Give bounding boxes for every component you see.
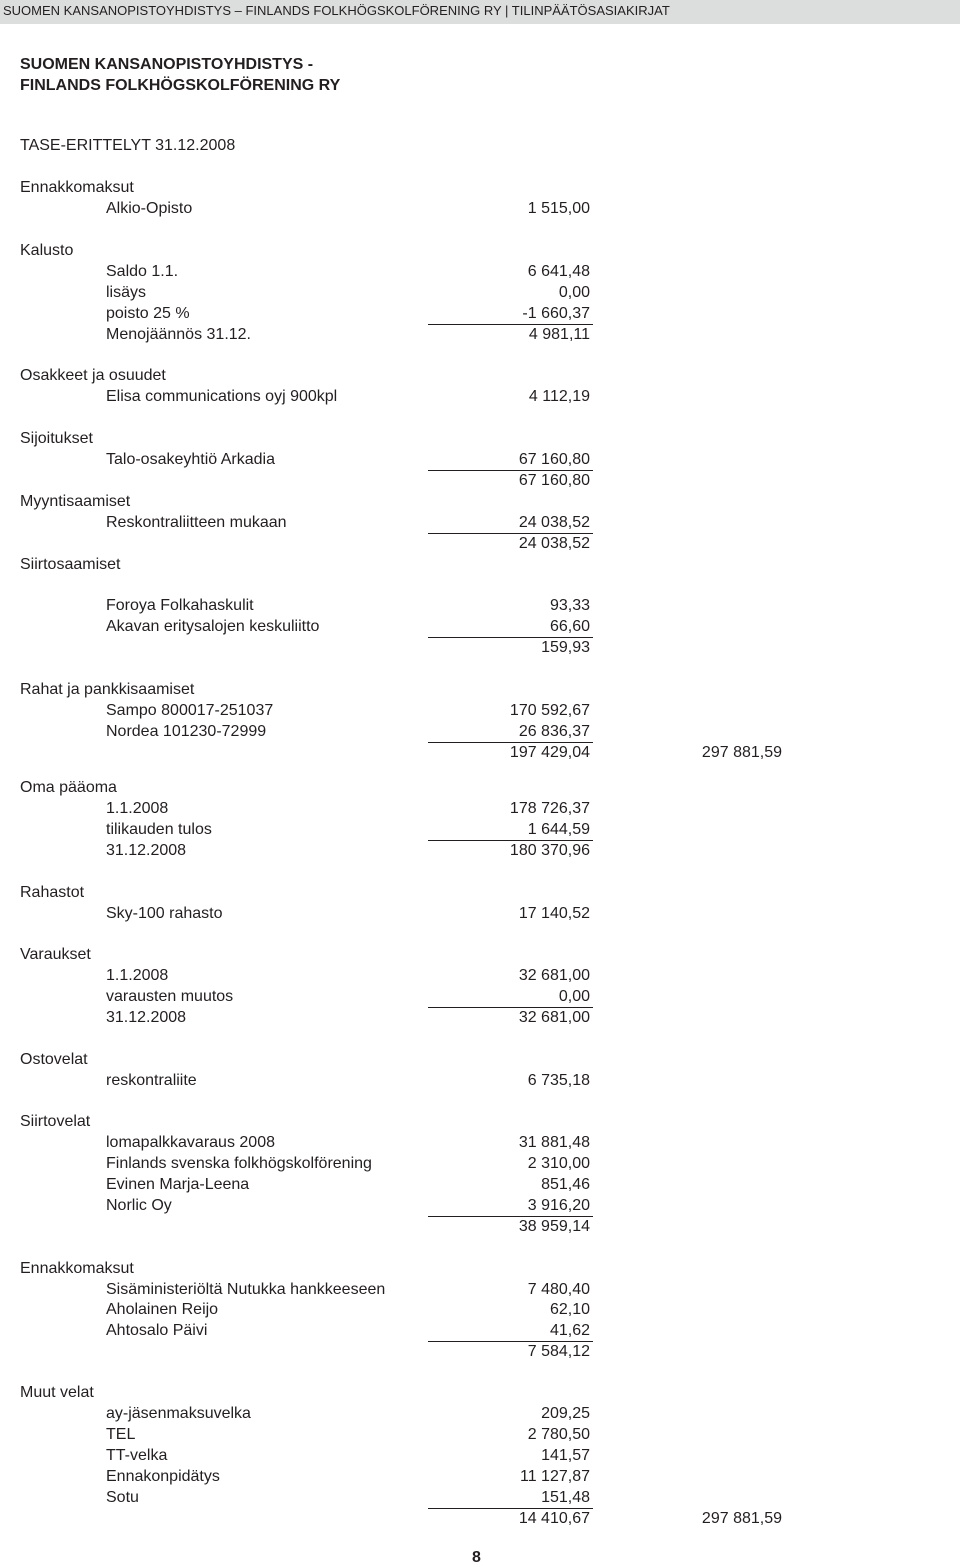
ledger-row-amount: 170 592,67	[509, 702, 590, 719]
ledger-row-label: lisäys	[106, 284, 147, 301]
ledger-row-label: Saldo 1.1.	[106, 263, 179, 280]
ledger-row-label: Elisa communications oyj 900kpl	[106, 388, 338, 405]
ledger-row-label: Akavan eritysalojen keskuliitto	[106, 618, 320, 635]
section-title: Ennakkomaksut	[20, 179, 134, 196]
section-title: Ennakkomaksut	[20, 1260, 134, 1277]
subtotal-amount: 67 160,80	[518, 472, 590, 489]
subtotal-amount: 159,93	[541, 639, 590, 656]
ledger-row	[0, 904, 960, 924]
ledger-row-label: Evinen Marja-Leena	[106, 1176, 250, 1193]
ledger-row	[0, 513, 960, 533]
ledger-row	[0, 1154, 960, 1174]
ledger-row-label: Alkio-Opisto	[106, 200, 193, 217]
ledger-row-label: Aholainen Reijo	[106, 1301, 219, 1318]
section-title: Sijoitukset	[20, 430, 93, 447]
ledger-row	[0, 638, 960, 658]
ledger-row	[0, 799, 960, 819]
ledger-row-amount: 6 641,48	[527, 263, 590, 280]
ledger-row-amount: 0,00	[558, 284, 590, 301]
section-title: Siirtosaamiset	[20, 556, 121, 573]
ledger-row-amount: 1 644,59	[527, 821, 590, 838]
ledger-row	[0, 1425, 960, 1445]
ledger-row-amount: 17 140,52	[518, 905, 590, 922]
ledger-row-label: Nordea 101230-72999	[106, 723, 267, 740]
ledger-row-label: ay-jäsenmaksuvelka	[106, 1405, 251, 1422]
ledger-row	[0, 596, 960, 616]
ledger-row-amount: 178 726,37	[509, 800, 590, 817]
document-title: TASE-ERITTELYT 31.12.2008	[20, 137, 236, 154]
ledger-row-label: Norlic Oy	[106, 1197, 172, 1214]
ledger-row-amount: 0,00	[558, 988, 590, 1005]
organization-line-2: FINLANDS FOLKHÖGSKOLFÖRENING RY	[20, 77, 341, 94]
ledger-row	[0, 262, 960, 282]
ledger-row	[0, 1342, 960, 1362]
running-header-text: SUOMEN KANSANOPISTOYHDISTYS – FINLANDS FOLKHÖGSKOLFÖRENING RY | TILINPÄÄTÖSASIAKIRJAT	[3, 3, 670, 18]
ledger-row	[0, 1217, 960, 1237]
ledger-row	[0, 701, 960, 721]
subtotal-amount: 38 959,14	[518, 1218, 590, 1235]
ledger-row-amount: 4 112,19	[528, 388, 590, 405]
ledger-row-amount: 32 681,00	[518, 1009, 590, 1026]
ledger-row	[0, 534, 960, 554]
ledger-row	[0, 1133, 960, 1153]
ledger-row	[0, 1446, 960, 1466]
ledger-row-amount: 62,10	[549, 1301, 590, 1318]
ledger-row-amount: 41,62	[549, 1322, 590, 1339]
ledger-row	[0, 722, 960, 742]
ledger-row	[0, 199, 960, 219]
ledger-row	[0, 743, 960, 763]
ledger-row	[0, 820, 960, 840]
ledger-row-label: tilikauden tulos	[106, 821, 212, 838]
ledger-row	[0, 1280, 960, 1300]
ledger-row	[0, 325, 960, 345]
ledger-row-amount: 141,57	[541, 1447, 590, 1464]
section-title: Oma pääoma	[20, 779, 117, 796]
section-title: Ostovelat	[20, 1051, 88, 1068]
ledger-row-label: Talo-osakeyhtiö Arkadia	[106, 451, 275, 468]
ledger-row	[0, 617, 960, 637]
ledger-row-label: 31.12.2008	[106, 842, 187, 859]
ledger-row-label: TEL	[106, 1426, 136, 1443]
ledger-row-amount: 4 981,11	[528, 326, 590, 343]
ledger-row-label: Sisäministeriöltä Nutukka hankkeeseen	[106, 1281, 386, 1298]
ledger-row-amount: 93,33	[549, 597, 590, 614]
section-title: Siirtovelat	[20, 1113, 91, 1130]
ledger-row	[0, 283, 960, 303]
ledger-row	[0, 387, 960, 407]
section-title: Muut velat	[20, 1384, 94, 1401]
grand-total-amount: 297 881,59	[701, 744, 782, 761]
ledger-row-label: lomapalkkavaraus 2008	[106, 1134, 275, 1151]
ledger-row-label: 1.1.2008	[106, 967, 169, 984]
ledger-row-label: Reskontraliitteen mukaan	[106, 514, 287, 531]
ledger-row-label: Sampo 800017-251037	[106, 702, 274, 719]
ledger-row	[0, 1404, 960, 1424]
organization-line-1: SUOMEN KANSANOPISTOYHDISTYS -	[20, 56, 314, 73]
ledger-row-amount: 209,25	[541, 1405, 590, 1422]
section-title: Myyntisaamiset	[20, 493, 131, 510]
section-title: Rahastot	[20, 884, 85, 901]
ledger-row-amount: 24 038,52	[518, 514, 590, 531]
page-number: 8	[472, 1549, 481, 1566]
subtotal-amount: 24 038,52	[518, 535, 590, 552]
section-title: Varaukset	[20, 946, 91, 963]
ledger-row	[0, 841, 960, 861]
ledger-row-amount: 1 515,00	[527, 200, 590, 217]
section-title: Kalusto	[20, 242, 74, 259]
ledger-row	[0, 1509, 960, 1529]
ledger-row	[0, 1321, 960, 1341]
ledger-row-label: Ennakonpidätys	[106, 1468, 220, 1485]
ledger-row-amount: 66,60	[549, 618, 590, 635]
ledger-row-label: TT-velka	[106, 1447, 168, 1464]
ledger-row-amount: 7 480,40	[527, 1281, 590, 1298]
ledger-row-label: 31.12.2008	[106, 1009, 187, 1026]
ledger-row-label: Ahtosalo Päivi	[106, 1322, 208, 1339]
ledger-row-amount: 31 881,48	[518, 1134, 590, 1151]
ledger-row-amount: 151,48	[541, 1489, 590, 1506]
ledger-row-amount: -1 660,37	[522, 305, 590, 322]
ledger-row-label: varausten muutos	[106, 988, 234, 1005]
ledger-row	[0, 471, 960, 491]
grand-total-amount: 297 881,59	[701, 1510, 782, 1527]
ledger-row-label: reskontraliite	[106, 1072, 197, 1089]
ledger-row-amount: 2 310,00	[527, 1155, 590, 1172]
ledger-row	[0, 450, 960, 470]
ledger-row-amount: 2 780,50	[527, 1426, 590, 1443]
ledger-row-amount: 180 370,96	[509, 842, 590, 859]
ledger-row	[0, 1300, 960, 1320]
subtotal-amount: 14 410,67	[518, 1510, 590, 1527]
ledger-row	[0, 1008, 960, 1028]
ledger-row-amount: 6 735,18	[527, 1072, 590, 1089]
ledger-row-label: Finlands svenska folkhögskolförening	[106, 1155, 372, 1172]
ledger-row	[0, 987, 960, 1007]
ledger-row	[0, 1488, 960, 1508]
ledger-row	[0, 304, 960, 324]
ledger-row	[0, 966, 960, 986]
ledger-row-amount: 26 836,37	[518, 723, 590, 740]
ledger-row-amount: 11 127,87	[520, 1468, 590, 1485]
ledger-row	[0, 1175, 960, 1195]
ledger-row-label: Foroya Folkahaskulit	[106, 597, 254, 614]
ledger-row-amount: 3 916,20	[527, 1197, 590, 1214]
ledger-row-label: 1.1.2008	[106, 800, 169, 817]
ledger-row-label: Menojäännös 31.12.	[106, 326, 251, 343]
section-title: Rahat ja pankkisaamiset	[20, 681, 195, 698]
ledger-row	[0, 1071, 960, 1091]
ledger-row	[0, 1196, 960, 1216]
ledger-row	[0, 1467, 960, 1487]
ledger-row-label: poisto 25 %	[106, 305, 190, 322]
ledger-row-amount: 851,46	[541, 1176, 590, 1193]
ledger-row-label: Sky-100 rahasto	[106, 905, 223, 922]
subtotal-amount: 7 584,12	[527, 1343, 590, 1360]
ledger-row-label: Sotu	[106, 1489, 139, 1506]
subtotal-amount: 197 429,04	[509, 744, 590, 761]
ledger-row-amount: 32 681,00	[518, 967, 590, 984]
section-title: Osakkeet ja osuudet	[20, 367, 166, 384]
ledger-row-amount: 67 160,80	[518, 451, 590, 468]
